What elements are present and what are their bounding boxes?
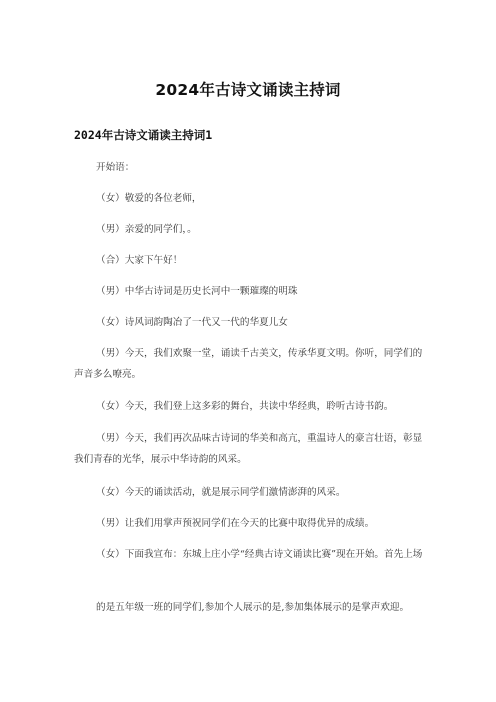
paragraph-line: 的是五年级一班的同学们,参加个人展示的是,参加集体展示的是掌声欢迎。 — [96, 602, 410, 613]
paragraph-line: （女）诗风词韵陶冶了一代又一代的华夏儿女 — [96, 317, 288, 328]
paragraph-line: （女）今天的诵读活动，就是展示同学们激情澎湃的风采。 — [96, 487, 346, 498]
paragraph-line: （男）亲爱的同学们，。 — [96, 224, 197, 235]
document-title: 2024年古诗文诵读主持词 — [155, 81, 341, 99]
paragraph-line: （男）今天，我们再次品味古诗词的华美和高亢，重温诗人的豪言壮语，彰显我们青春的光华，展示中华诗韵的风采。 — [74, 433, 423, 465]
paragraph-line: （女）敬爱的各位老师， — [96, 193, 202, 204]
section-heading: 2024年古诗文诵读主持词1 — [74, 128, 213, 142]
paragraph-line: （女）今天，我们登上这多彩的舞台，共读中华经典，聆听古诗书韵。 — [96, 401, 394, 412]
paragraph-line: （男）今天，我们欢聚一堂，诵读千古美文，传承华夏文明。你听，同学们的声音多么嘹亮。 — [74, 348, 423, 380]
paragraph-line: （男）中华古诗词是历史长河中一颗璀璨的明珠 — [96, 286, 298, 297]
paragraph-line: （女）下面我宣布：东城上庄小学“经典古诗文诵读比赛”现在开始。首先上场 — [96, 549, 423, 560]
paragraph-opening: 开始语： — [96, 162, 135, 173]
paragraph-line: （男）让我们用掌声预祝同学们在今天的比赛中取得优异的成绩。 — [96, 518, 375, 529]
paragraph-line: （合）大家下午好！ — [96, 255, 183, 266]
